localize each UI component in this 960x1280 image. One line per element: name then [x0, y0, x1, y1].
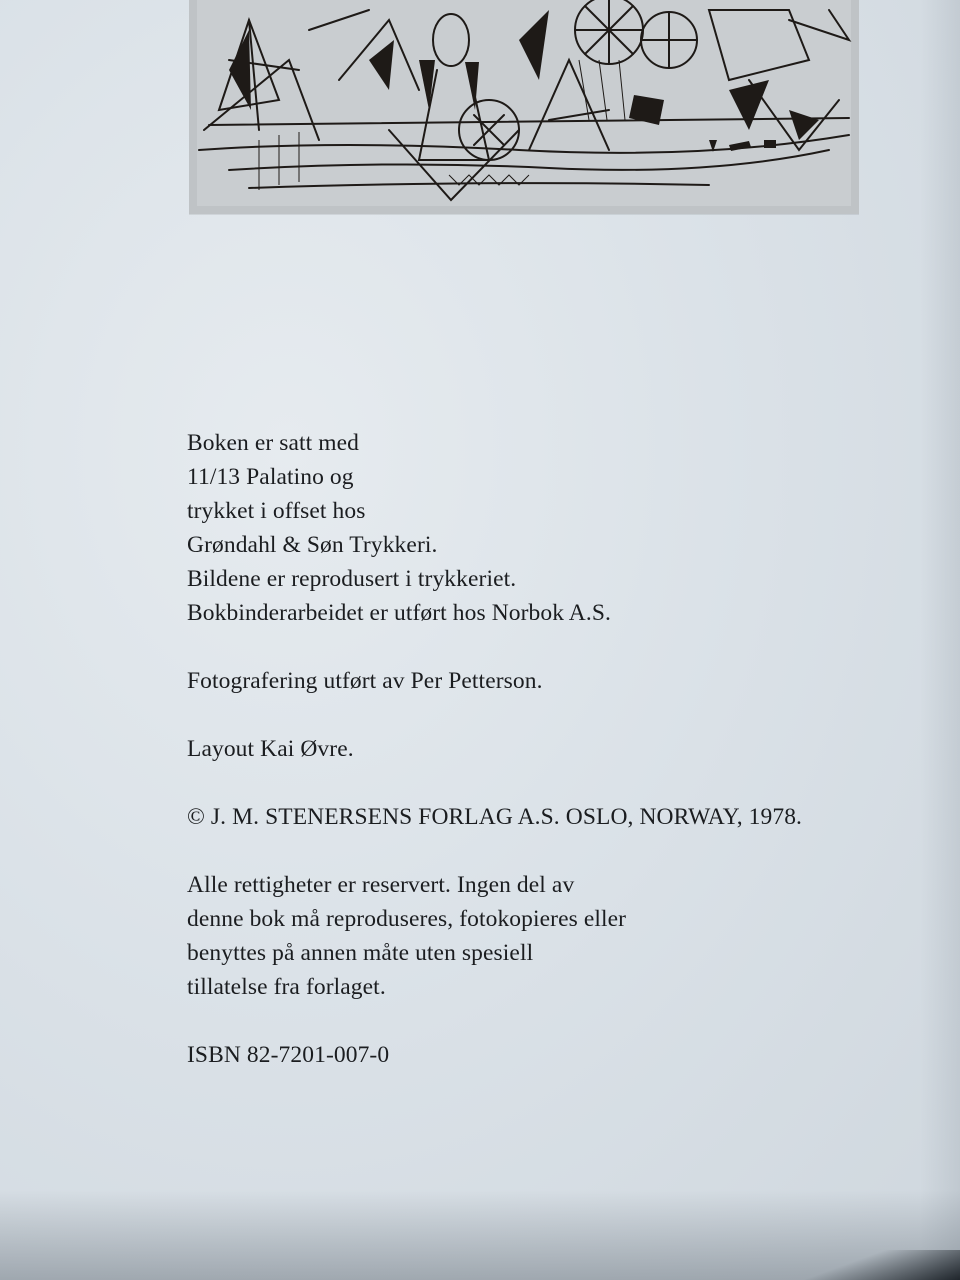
- rights-line: benyttes på annen måte uten spesiell: [187, 940, 534, 966]
- copyright-notice: © J. M. STENERSENS FORLAG A.S. OSLO, NORWAY, 1978.: [187, 804, 803, 830]
- ink-drawing-illustration: [189, 0, 859, 214]
- photography-credit: Fotografering utført av Per Petterson.: [187, 668, 543, 694]
- spacer: [187, 834, 887, 868]
- spacer: [187, 630, 887, 664]
- colophon-line: Bildene er reprodusert i trykkeriet.: [187, 566, 517, 592]
- colophon-line: Boken er satt med: [187, 430, 360, 456]
- page-shadow: [920, 0, 960, 1280]
- colophon-line: Grøndahl & Søn Trykkeri.: [187, 532, 438, 558]
- rights-line: Alle rettigheter er reservert. Ingen del av: [187, 872, 575, 898]
- layout-credit: Layout Kai Øvre.: [187, 736, 354, 762]
- rights-line: tillatelse fra forlaget.: [187, 974, 386, 1000]
- page-edge: [780, 1250, 960, 1280]
- colophon-line: trykket i offset hos: [187, 498, 366, 524]
- isbn: ISBN 82-7201-007-0: [187, 1042, 390, 1068]
- ink-drawing-illustration-icon: [189, 0, 859, 214]
- spacer: [187, 698, 887, 732]
- colophon-line: 11/13 Palatino og: [187, 464, 354, 490]
- rights-line: denne bok må reproduseres, fotokopieres eller: [187, 906, 627, 932]
- colophon-line: Bokbinderarbeidet er utført hos Norbok A.S.: [187, 600, 611, 626]
- spacer: [187, 1004, 887, 1038]
- spacer: [187, 766, 887, 800]
- colophon: [187, 426, 887, 1072]
